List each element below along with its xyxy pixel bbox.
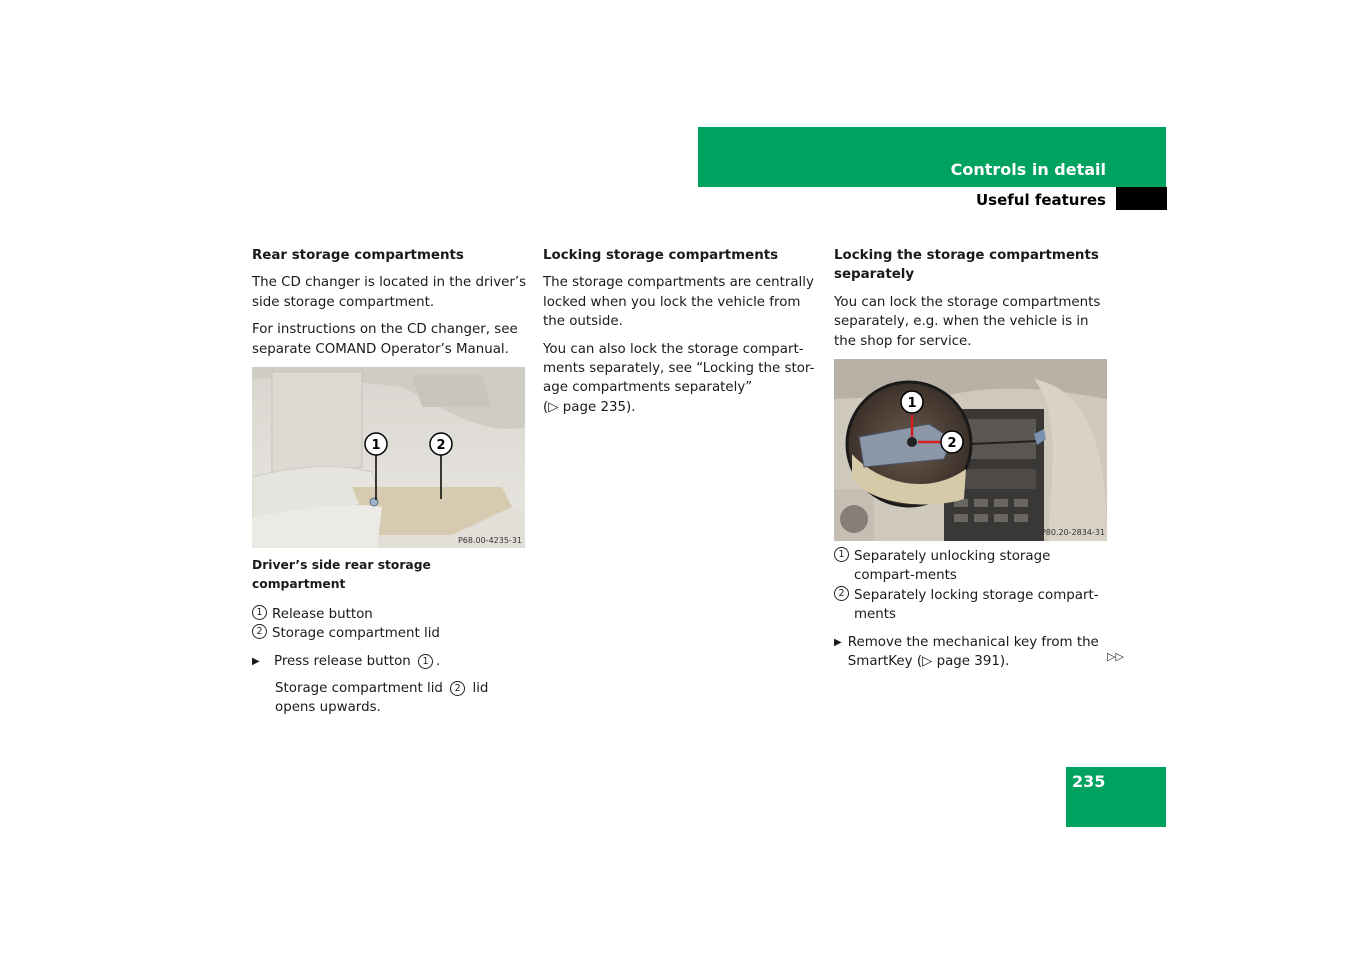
legend-text: Separately locking storage compart-ments bbox=[854, 587, 1099, 623]
svg-text:2: 2 bbox=[436, 438, 446, 454]
chapter-title: Controls in detail bbox=[950, 160, 1106, 179]
page-reference-link[interactable]: (▷ page 235). bbox=[543, 399, 636, 415]
legend-item bbox=[834, 586, 1109, 625]
callout-number: 2 bbox=[834, 586, 849, 601]
callout-number: 2 bbox=[252, 624, 267, 639]
step-text: Remove the mechanical key from the SmartKey (▷ page 391). bbox=[847, 634, 1099, 670]
heading-locking: Locking storage compartments bbox=[543, 248, 779, 263]
column-1 bbox=[252, 246, 527, 718]
heading-rear-storage: Rear storage compartments bbox=[252, 248, 464, 263]
result-text: Storage compartment lid bbox=[275, 681, 443, 697]
instruction-step bbox=[834, 633, 1109, 672]
paragraph-lock-separately: You can lock the storage compartments separately, e.g. when the vehicle is in the shop for service. bbox=[834, 294, 1101, 349]
column-2 bbox=[543, 246, 818, 425]
legend-text: Release button bbox=[272, 606, 373, 622]
section-tab-marker bbox=[1116, 187, 1167, 210]
legend-text: Storage compartment lid bbox=[272, 626, 440, 642]
instruction-step bbox=[252, 652, 527, 671]
figure-caption: Driver’s side rear storage compartment bbox=[252, 558, 431, 592]
page-number: 235 bbox=[1072, 772, 1106, 791]
legend-item bbox=[252, 605, 527, 624]
continue-arrow-icon: ▷▷ bbox=[1107, 650, 1124, 663]
step-text: Press release button bbox=[274, 653, 411, 669]
legend-item bbox=[834, 547, 1109, 586]
callout-number: 1 bbox=[834, 547, 849, 562]
paragraph-central-locking: The storage compartments are centrally locked when you lock the vehicle from the outside. bbox=[543, 275, 814, 330]
step-period: . bbox=[436, 653, 441, 669]
figure-code-2: P80.20-2834-31 bbox=[1040, 528, 1105, 538]
svg-text:2: 2 bbox=[947, 436, 957, 452]
rear-storage-figure bbox=[252, 367, 525, 548]
triangle-bullet-icon: ▶ bbox=[252, 655, 260, 667]
section-title: Useful features bbox=[975, 191, 1106, 209]
callout-number: 2 bbox=[450, 681, 465, 696]
svg-text:1: 1 bbox=[907, 396, 917, 412]
legend-text: Separately unlocking storage compart-ments bbox=[854, 549, 1051, 584]
lock-switch-figure bbox=[834, 359, 1107, 541]
figure-code-1: P68.00-4235-31 bbox=[457, 536, 522, 546]
callout-number: 1 bbox=[418, 654, 433, 669]
paragraph-cd-changer: The CD changer is located in the driver’s side storage compartment. bbox=[252, 275, 527, 310]
callout-number: 1 bbox=[252, 605, 267, 620]
legend-item bbox=[252, 624, 527, 643]
paragraph-separate: You can also lock the storage compart-ments separately, see “Locking the stor-age compartments separately” bbox=[543, 341, 815, 396]
svg-text:1: 1 bbox=[371, 438, 381, 454]
result-text-end: lid opens upwards. bbox=[275, 681, 489, 716]
column-3 bbox=[834, 246, 1109, 671]
step-result bbox=[252, 679, 527, 718]
heading-locking-separately: Locking the storage compartments separately bbox=[834, 248, 1099, 283]
triangle-bullet-icon: ▶ bbox=[834, 636, 842, 648]
paragraph-instructions: For instructions on the CD changer, see separate COMAND Operator’s Manual. bbox=[252, 322, 518, 357]
